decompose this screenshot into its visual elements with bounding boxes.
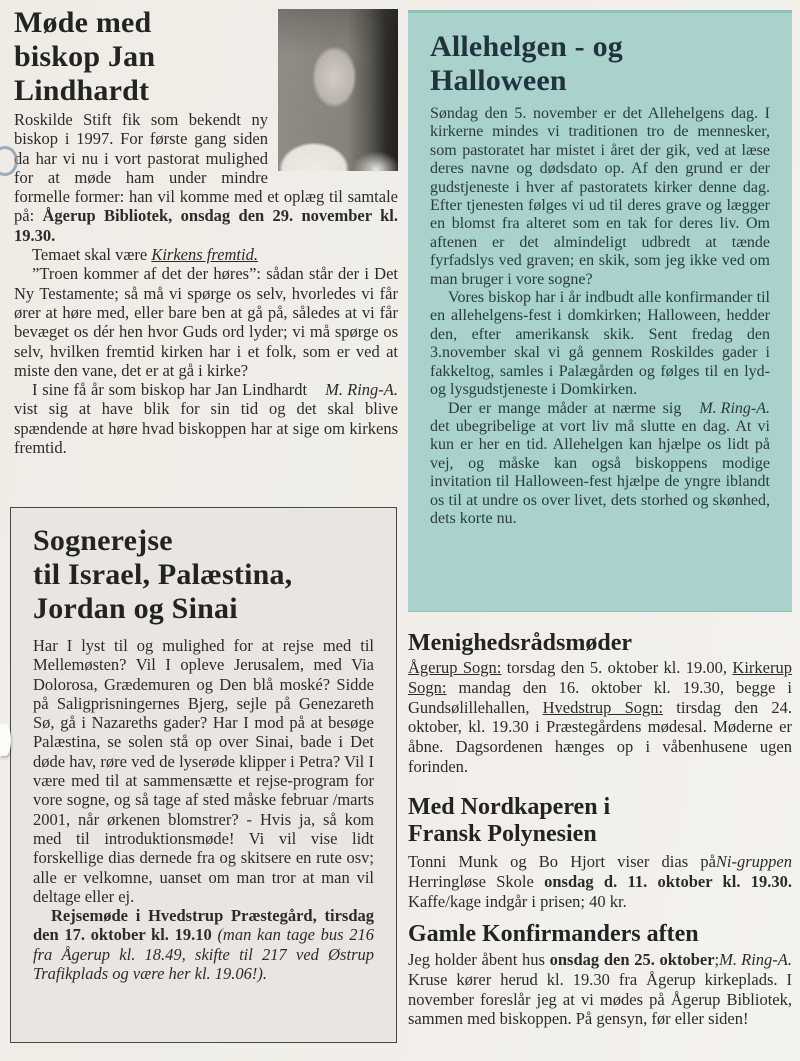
paragraph-text: Tonni Munk og Bo Hjort viser dias på Herringløse Skole xyxy=(408,852,716,891)
article-travel-title xyxy=(33,524,374,626)
paragraph xyxy=(408,852,792,911)
title-line: Allehelgen - og xyxy=(430,30,623,63)
paragraph xyxy=(430,400,770,529)
title-line: Fransk Polynesien xyxy=(408,821,597,847)
paragraph xyxy=(14,245,398,264)
section-parish-council-meetings xyxy=(408,630,792,777)
author-signature: M. Ring-A. xyxy=(719,950,792,969)
paragraph: ”Troen kommer af det der høres”: sådan står der i Det Ny Testamente; så må vi spørge os selv, hvorledes vi får ører at høre med, eller bare ben at gå på, således at vi får bevæget os dér hen hvor Guds ord lyder; vi må spørge os selv, hvilken fremtid kirken har i et folk, som er ved at miste den vane, det er at gå i kirke? xyxy=(14,264,398,380)
paragraph-text: Temaet skal være xyxy=(32,245,152,265)
article-allehelgen-title xyxy=(430,30,770,98)
paragraph-text: mandag den 16. oktober kl. 19.30, begge i Gundsølillehallen, xyxy=(408,677,792,717)
section-title: Menighedsrådsmøder xyxy=(408,630,632,656)
bishop-portrait-photo xyxy=(278,9,398,171)
parish-name-underlined: Ågerup Sogn: xyxy=(408,658,502,677)
paragraph-text: Der er mange måder at nærme sig det ubegribelige at vort liv må slutte en dag. At vi kun er her en tid. Allehelgen kan hjælpe os lidt på vej, og måske kan også biskoppens modige invitation til Halloween-fest hjælpe de yngre iblandt os til at undre os over livet, dets storhed og skønhed, dets korte nu. xyxy=(430,399,770,527)
group-signature: Ni-gruppen xyxy=(715,852,792,871)
title-line: Sognerejse xyxy=(33,524,173,557)
paragraph: Har I lyst til og mulighed for at rejse med til Mellemøsten? Vil I opleve Jerusalem, med Via Dolorosa, Grædemuren og Den blå moské? Sidde på Saligprisningernes Bjerg, sejle på Genezareth Sø, gå i Nazareths gader? Har I mod på at besøge Palæstina, se solen stå op over Sinai, bade i Det døde hav, røre ved de lyserøde klipper i Petra? Vil I være med til at sammensætte et rejse-program for vore sogne, og så tage af sted måske februar /marts 2001, når ørkenen blomstrer? - Hvis ja, så kom med til introduktionsmøde! Vi vil vise lidt forskellige dias dernede fra og skitsere en rute osv; alle er velkomne, uanset om man tror at man vil deltage eller ej. xyxy=(33,636,374,906)
section-nordkaperen xyxy=(408,794,792,911)
paragraph-text: tirsdag den 24. oktober, kl. 19.30 i Præstegårdens mødesal. Møderne er åbne. Dagsordenen hænges op i våbenhusene ugen forinden. xyxy=(408,697,792,776)
paragraph: Søndag den 5. november er det Allehelgens dag. I kirkerne mindes vi traditionen tro de mennesker, som pastoratet har mistet i året der gik, ved at læse deres navne og dødsdato op. Af den grund er der gudstjeneste i hver af pastoratets kirker denne dag. Efter tjenesten følges vi ud til deres grave og lægger en blomst fra alteret som en tak for deres liv. Om aftenen er det almindeligt udbredt at tænde fyrfadslys ved graven; en skik, som jeg ikke ved om man bruger i vore sogne? xyxy=(430,105,770,288)
title-line: Lindhardt xyxy=(14,74,150,107)
paragraph xyxy=(14,380,398,457)
paragraph xyxy=(408,658,792,777)
paragraph xyxy=(408,950,792,1029)
theme-emphasis: Kirkens fremtid. xyxy=(151,245,258,265)
title-line: Med Nordkaperen i xyxy=(408,794,611,820)
bus-info-italic: (man kan tage bus 216 fra Ågerup kl. 18.49, skifte til 217 ved Østrup Trafikplads og være her kl. 19.06!). xyxy=(33,925,374,984)
event-details-bold: onsdag d. 11. oktober kl. 19.30. xyxy=(544,871,792,891)
paragraph xyxy=(33,906,374,983)
parish-name-underlined: Hvedstrup Sogn: xyxy=(542,697,664,717)
article-allehelgen-box xyxy=(408,10,792,612)
event-details-bold: Rejsemøde i Hvedstrup Præstegård, tirsdag den 17. oktober kl. 19.10 xyxy=(33,906,374,945)
paragraph-text: torsdag den 5. oktober kl. 19.00, xyxy=(501,658,733,677)
paragraph-text: Jeg holder åbent hus xyxy=(408,950,550,969)
event-details-bold: Ågerup Bibliotek, onsdag den 29. november kl. 19.30. xyxy=(14,206,398,245)
paragraph-text: Roskilde Stift fik som bekendt ny biskop i 1997. For første gang siden da har vi nu i vort pastorat mulighed for at møde ham under mindre formelle former: han vil komme med et oplæg til samtale på: xyxy=(14,110,398,226)
title-line: biskop Jan xyxy=(14,40,156,73)
title-line: Jordan og Sinai xyxy=(33,592,238,625)
author-signature: M. Ring-A. xyxy=(699,399,770,417)
title-line: Halloween xyxy=(430,64,567,97)
paragraph-text: ; Kruse kører herud kl. 19.30 fra Ågerup kirkeplads. I november foreslår jeg at vi mødes på Ågerup Bibliotek, sammen med biskoppen. På gensyn, før eller siden! xyxy=(408,950,792,1029)
section-old-confirmands xyxy=(408,921,792,1029)
author-signature: M. Ring-A. xyxy=(325,380,398,400)
paragraph-text: I sine få år som biskop har Jan Lindhardt vist sig at have blik for sin tid og det skal blive spændende at høre hvad biskoppen har at sige om kirkens fremtid. xyxy=(14,380,398,458)
article-bishop-meeting xyxy=(14,6,398,457)
section-title xyxy=(408,794,792,848)
title-line: til Israel, Palæstina, xyxy=(33,558,293,591)
parish-name-underlined: Kirkerup Sogn: xyxy=(408,658,792,697)
paragraph: Vores biskop har i år indbudt alle konfirmander til en allehelgens-fest i domkirken; Halloween, hedder den, efter amerikansk skik. Sent fredag den 3.november skal vi gå gennem Roskildes gader i fakkeltog, samles i Palægården og følges til en lyd- og lysgudstjeneste i Domkirken. xyxy=(430,289,770,399)
event-details-bold: onsdag den 25. oktober xyxy=(549,950,715,969)
article-travel-box xyxy=(10,507,397,1043)
title-line: Møde med xyxy=(14,6,152,39)
scan-artifact-torn-notch xyxy=(0,724,11,756)
section-title: Gamle Konfirmanders aften xyxy=(408,921,699,947)
paragraph-text: Kaffe/kage indgår i prisen; 40 kr. xyxy=(408,891,627,911)
